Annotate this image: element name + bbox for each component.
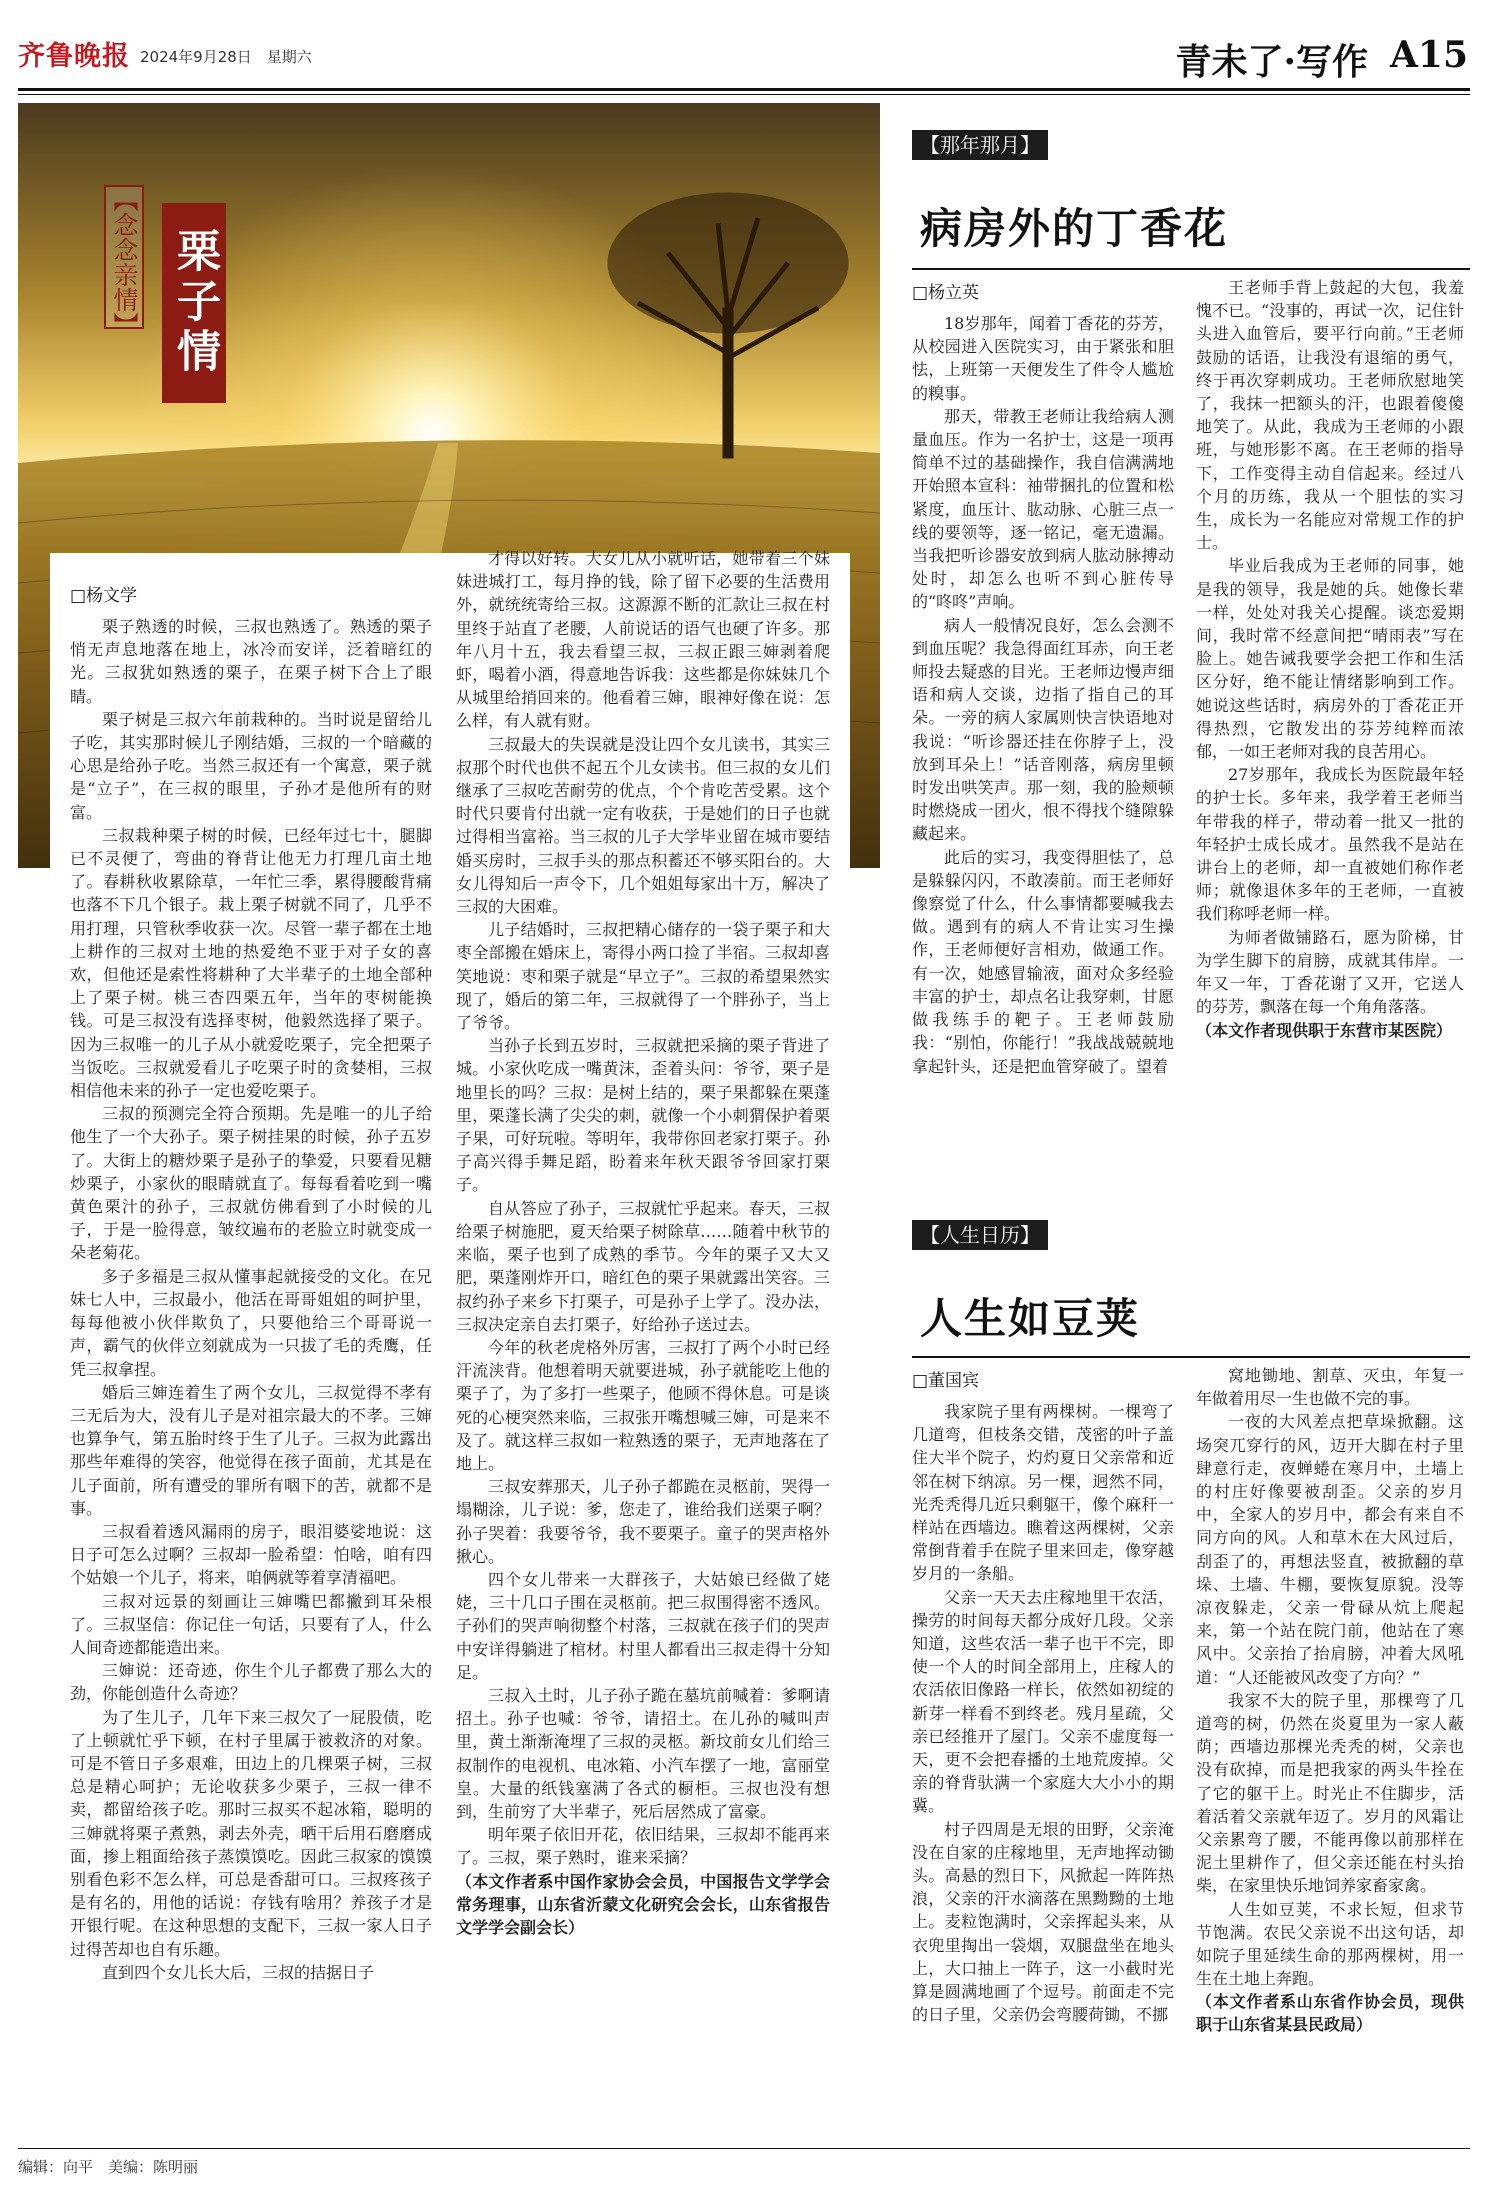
paragraph: 毕业后我成为王老师的同事，她是我的领导，我是她的兵。她像长辈一样，处处对我关心提醒。谈恋爱期间，我时常不经意间把“晴雨表”写在脸上。她告诫我要学会把工作和生活区分好，绝不能让情绪影响到工作。她说这些话时，病房外的丁香花正开得热烈，它散发出的芬芳纯粹而浓郁，一如王老师对我的良苦用心。 <box>1196 556 1464 762</box>
column-tag-2: 【那年那月】 <box>912 130 1048 160</box>
section-title: 青未了·写作 <box>1175 41 1368 83</box>
byline-3: □董国宾 <box>912 1371 980 1391</box>
feature-column-1 <box>70 615 432 1984</box>
author-note: （本文作者系山东省作协会员，现供职于山东省某县民政局） <box>1196 1992 1464 2035</box>
paragraph: 病人一般情况良好，怎么会测不到血压呢？我急得面红耳赤，向王老师投去疑惑的目光。王老师边慢声细语和病人交谈，边指了指自己的耳朵。一旁的病人家属则快言快语地对我说：“听诊器还挂在你脖子上，没放到耳朵上！”话音刚落，病房里顿时发出哄笑声。那一刻，我的脸颊顿时燃烧成一团火，恨不得找个缝隙躲藏起来。 <box>912 615 1174 844</box>
paragraph: 窝地锄地、割草、灭虫，年复一年做着用尽一生也做不完的事。 <box>1196 1366 1464 1409</box>
paragraph: 栗子树是三叔六年前栽种的。当时说是留给儿子吃，其实那时候儿子刚结婚，三叔的一个暗藏的心思是给孙子吃。当然三叔还有一个寓意，栗子就是“立子”，在三叔的眼里，子孙才是他所有的财富。 <box>70 709 432 822</box>
paragraph: 我家不大的院子里，那棵弯了几道弯的树，仍然在炎夏里为一家人蔽荫；西墙边那棵光秃秃的树，父亲也没有砍掉，而是把我家的两头牛拴在了它的躯干上。时光止不住脚步，活着活着父亲就年迈了。岁月的风霜让父亲累弯了腰，不能再像以前那样在泥土里耕作了，但父亲还能在村头抬柴，在家里快乐地饲养家畜家禽。 <box>1196 1690 1464 1896</box>
paragraph: 为师者做铺路石，愿为阶梯，甘为学生脚下的肩膀，成就其伟岸。一年又一年，丁香花谢了又开，它送人的芬芳，飘落在每一个角角落落。 <box>1196 927 1464 1017</box>
paragraph: 当孙子长到五岁时，三叔就把采摘的栗子背进了城。小家伙吃成一嘴黄沫，歪着头问：爷爷，栗子是地里长的吗？三叔：是树上结的，栗子果都躲在栗蓬里，栗蓬长满了尖尖的刺，就像一个小刺猬保护着栗子果，可好玩啦。等明年，我带你回老家打栗子。孙子高兴得手舞足蹈，盼着来年秋天跟爷爷回家打栗子。 <box>456 1036 830 1195</box>
author-note: （本文作者现供职于东营市某医院） <box>1196 1020 1453 1040</box>
paragraph: 此后的实习，我变得胆怯了，总是躲躲闪闪，不敢凑前。而王老师好像察觉了什么，什么事情都要喊我去做。遇到有的病人不肯让实习生操作，王老师便好言相劝，做通工作。有一次，她感冒输液，面对众多经验丰富的护士，却点名让我穿刺，甘愿做我练手的靶子。王老师鼓励我：“别怕，你能行！”我战战兢兢地拿起针头，还是把血管穿破了。望着 <box>912 847 1174 1076</box>
paragraph: 栗子熟透的时候，三叔也熟透了。熟透的栗子悄无声息地落在地上，冰冷而安详，泛着暗红的光。三叔犹如熟透的栗子，在栗子树下合上了眼睛。 <box>70 617 432 706</box>
title-rule-2 <box>912 268 1470 270</box>
paragraph: 27岁那年，我成长为医院最年轻的护士长。多年来，我学着王老师当年带我的样子，带动着一批又一批的年轻护士成长成才。虽然我不是站在讲台上的老师，却一直被她们称作老师；就像退休多年的王老师，一直被我们称呼老师一样。 <box>1196 765 1464 924</box>
paragraph: 才得以好转。大女儿从小就听话，她带着三个妹妹进城打工，每月挣的钱，除了留下必要的生活费用外，就统统寄给三叔。这源源不断的汇款让三叔在村里终于站直了老腰，人前说话的语气也硬了许多。那年八月十五，我去看望三叔，三叔正跟三婶剥着爬虾，喝着小酒，得意地告诉我：这些都是你妹妹几个从城里给捎回来的。他看着三婶，眼神好像在说：怎么样，有人就有财。 <box>456 549 830 731</box>
header-rule <box>18 88 1470 91</box>
feature-column-2 <box>456 547 830 1939</box>
paragraph: 婚后三婶连着生了两个女儿，三叔觉得不孝有三无后为大，没有儿子是对祖宗最大的不孝。三婶也算争气，第五胎时终于生了儿子。三叔为此露出那些年难得的笑容，他觉得在孩子面前，尤其是在儿子面前，所有遭受的罪所有咽下的苦，就都不是事。 <box>70 1382 432 1518</box>
paragraph: 三叔入土时，儿子孙子跪在墓坑前喊着：爹啊请招土。孙子也喊：爷爷，请招土。在儿孙的喊叫声里，黄土渐渐淹埋了三叔的灵柩。新坟前女儿们给三叔制作的电视机、电冰箱、小汽车摆了一地，富丽堂皇。大量的纸钱塞满了各式的橱柜。三叔也没有想到，生前穷了大半辈子，死后居然成了富豪。 <box>456 1685 830 1821</box>
issue-date: 2024年9月28日 星期六 <box>140 48 312 66</box>
byline-2: □杨立英 <box>912 283 980 303</box>
paragraph: 18岁那年，闻着丁香花的芬芳，从校园进入医院实习，由于紧张和胆怯，上班第一天便发生了件令人尴尬的糗事。 <box>912 314 1174 403</box>
paragraph: 三叔的预测完全符合预期。先是唯一的儿子给他生了一个大孙子。栗子树挂果的时候，孙子五岁了。大街上的糖炒栗子是孙子的挚爱，只要看见糖炒栗子，小家伙的眼睛就直了。每每看着吃到一嘴黄色栗汁的孙子，三叔就仿佛看到了小时候的儿子，于是一脸得意，皱纹遍布的老脸立时就变成一朵老菊花。 <box>70 1104 432 1263</box>
article-title-3: 人生如豆荚 <box>920 1294 1141 1343</box>
newspaper-logo: 齐鲁晚报 <box>18 41 130 72</box>
article2-column-1 <box>912 312 1174 1078</box>
paragraph: 父亲一天天去庄稼地里干农活，操劳的时间每天都分成好几段。父亲知道，这些农活一辈子也干不完，即使一个人的时间全部用上，庄稼人的农活依旧像路一样长，依然如初绽的新芽一样看不到终老。残月星疏，父亲已经推开了屋门。父亲不虚度每一天，更不会把春播的土地荒废掉。父亲的脊背驮满一个家庭大大小小的期冀。 <box>912 1587 1174 1816</box>
paragraph: 三叔最大的失误就是没让四个女儿读书，其实三叔那个时代也供不起五个儿女读书。但三叔的女儿们继承了三叔吃苦耐劳的优点，个个肯吃苦受累。这个时代只要肯付出就一定有收获，于是她们的日子也就过得相当富裕。当三叔的儿子大学毕业留在城市要结婚买房时，三叔手头的那点积蓄还不够买阳台的。大女儿得知后一声令下，几个姐姐每家出十万，解决了三叔的大困难。 <box>456 734 830 917</box>
paragraph: 自从答应了孙子，三叔就忙乎起来。春天，三叔给栗子树施肥，夏天给栗子树除草……随着中秋节的来临，栗子也到了成熟的季节。今年的栗子又大又肥，栗蓬刚炸开口，暗红色的栗子果就露出笑容。三叔约孙子来乡下打栗子，可是孙子上学了。没办法，三叔决定亲自去打栗子，好给孙子送过去。 <box>456 1198 830 1334</box>
article3-column-1 <box>912 1400 1174 2026</box>
footer-rule <box>18 2148 1470 2149</box>
editor-credits: 编辑：向平 美编：陈明丽 <box>18 2158 199 2176</box>
paragraph: 三叔栽种栗子树的时候，已经年过七十，腿脚已不灵便了，弯曲的脊背让他无力打理几亩土地了。春耕秋收累除草，一年忙三季，累得腰酸背痛也落不下几个银子。栽上栗子树就不同了，几乎不用打理，只管秋季收获一次。尽管一辈子都在土地上耕作的三叔对土地的热爱绝不亚于对子女的喜欢，但他还是索性将耕种了大半辈子的土地全部种上了栗子树。桃三杏四栗五年，当年的枣树能换钱。可是三叔没有选择枣树，他毅然选择了栗子。因为三叔唯一的儿子从小就爱吃栗子，完全把栗子当饭吃。三叔就爱看儿子吃栗子时的贪婪相，三叔相信他未来的孙子一定也爱吃栗子。 <box>70 825 432 1101</box>
article3-column-2 <box>1196 1364 1464 2036</box>
header-rule-thin <box>18 94 1470 95</box>
feature-article <box>50 549 850 2033</box>
article-title-2: 病房外的丁香花 <box>920 204 1229 253</box>
paragraph: 三叔对远景的刻画让三婶嘴巴都撇到耳朵根了。三叔坚信：你记住一句话，只要有了人，什么人间奇迹都能造出来。 <box>70 1591 432 1657</box>
paragraph: 三叔安葬那天，儿子孙子都跪在灵柩前，哭得一塌糊涂，儿子说：爹，您走了，谁给我们送栗子啊？孙子哭着：我要爷爷，我不要栗子。童子的哭声格外揪心。 <box>456 1477 830 1566</box>
paragraph: 村子四周是无垠的田野，父亲淹没在自家的庄稼地里，无声地挥动锄头。高悬的烈日下，风掀起一阵阵热浪，父亲的汗水滴落在黑黝黝的土地上。麦粒饱满时，父亲挥起头来，从衣兜里掏出一袋烟，双腿盘坐在地头上，大口抽上一阵子，这一小截时光算是圆满地画了个逗号。前面走不完的日子里，父亲仍会弯腰荷锄，不挪 <box>912 1819 1174 2025</box>
paragraph: 今年的秋老虎格外厉害，三叔打了两个小时已经汗流浃背。他想着明天就要进城，孙子就能吃上他的栗子了，为了多打一些栗子，他顾不得休息。可是谈死的心梗突然来临，三叔张开嘴想喊三婶，可是来不及了。就这样三叔如一粒熟透的栗子，无声地落在了地上。 <box>456 1337 830 1473</box>
paragraph: 三叔看着透风漏雨的房子，眼泪婆娑地说：这日子可怎么过啊？三叔却一脸希望：怕啥，咱有四个姑娘一个儿子，将来，咱俩就等着享清福吧。 <box>70 1521 432 1588</box>
column-tag: 【念念亲情】 <box>104 185 144 329</box>
page-number: A15 <box>1389 34 1468 76</box>
paragraph: 明年栗子依旧开花，依旧结果，三叔却不能再来了。三叔，栗子熟时，谁来采摘？ <box>456 1825 830 1868</box>
paragraph: 那天，带教王老师让我给病人测量血压。作为一名护士，这是一项再简单不过的基础操作，我自信满满地开始照本宣科：袖带捆扎的位置和松紧度，血压计、肱动脉、心脏三点一线的要领等，逐一铭记，毫无遗漏。当我把听诊器安放到病人肱动脉搏动处时，却怎么也听不到心脏传导的“咚咚”声响。 <box>912 406 1174 612</box>
author-note: （本文作者系中国作家协会会员，中国报告文学学会常务理事，山东省沂蒙文化研究会会长，山东省报告文学学会副会长） <box>456 1871 830 1937</box>
paragraph: 三婶说：还奇迹，你生个儿子都费了那么大的劲，你能创造什么奇迹？ <box>70 1661 432 1704</box>
byline: □杨文学 <box>70 586 138 606</box>
column-tag-3: 【人生日历】 <box>912 1220 1048 1250</box>
paragraph: 四个女儿带来一大群孩子，大姑娘已经做了姥姥，三十几口子围在灵柩前。把三叔围得密不透风。子孙们的哭声响彻整个村落，三叔就在孩子们的哭声中安详得躺进了棺材。村里人都看出三叔走得十分知足。 <box>456 1569 830 1682</box>
paragraph: 我家院子里有两棵树。一棵弯了几道弯，但枝条交错，茂密的叶子盖住大半个院子，灼灼夏日父亲常和近邻在树下纳凉。另一棵，迥然不同，光秃秃得几近只剩躯干，像个麻秆一样站在西墙边。瞧着这两棵树，父亲常倒背着手在院子里来回走，像穿越岁月的一条船。 <box>912 1402 1174 1584</box>
paragraph: 王老师手背上鼓起的大包，我羞愧不已。“没事的，再试一次，记住针头进入血管后，要平行向前。”王老师鼓励的话语，让我没有退缩的勇气，终于再次穿刺成功。王老师欣慰地笑了，我抹一把额头的汗，也跟着傻傻地笑了。从此，我成为王老师的小跟班，与她形影不离。在王老师的指导下，工作变得主动自信起来。经过八个月的历练，我从一个胆怯的实习生，成长为一名能应对常规工作的护士。 <box>1196 278 1464 553</box>
paragraph: 人生如豆荚，不求长短，但求节节饱满。农民父亲说不出这句话，却如院子里延续生命的那两棵树，用一生在土地上奔跑。 <box>1196 1899 1464 1989</box>
paragraph: 为了生儿子，几年下来三叔欠了一屁股债，吃了上顿就忙乎下顿，在村子里属于被救济的对象。可是不管日子多艰难，田边上的几棵栗子树，三叔总是精心呵护；无论收获多少栗子，三叔一律不卖，都留给孩子吃。那时三叔买不起冰箱，聪明的三婶就将栗子煮熟，剥去外壳，晒干后用石磨磨成面，掺上粗面给孩子蒸馍馍吃。因此三叔家的馍馍别看色彩不怎么样，可总是香甜可口。三叔疼孩子是有名的，用他的话说：存钱有啥用？养孩子才是开银行呢。在这种思想的支配下，三叔一家人日子过得苦却也自有乐趣。 <box>70 1707 432 1959</box>
paragraph: 儿子结婚时，三叔把精心储存的一袋子栗子和大枣全部搬在婚床上，寄得小两口捡了半宿。三叔却喜笑地说：枣和栗子就是“早立子”。三叔的希望果然实现了，婚后的第二年，三叔就得了一个胖孙子，当上了爷爷。 <box>456 920 830 1033</box>
paragraph: 一夜的大风差点把草垛掀翻。这场突兀穿行的风，迈开大脚在村子里肆意行走，夜蝉蜷在寒月中，土墙上的村庄好像要被刮歪。父亲的岁月中，全家人的岁月中，都会有来自不同方向的风。人和草木在大风过后，刮歪了的，再想法竖直，被掀翻的草垛、土墙、牛棚，要恢复原貌。没等凉夜躲走，父亲一骨碌从炕上爬起来，第一个站在院门前，他站在了寒风中。父亲抬了抬肩膀，冲着大风吼道：“人还能被风改变了方向？” <box>1196 1412 1464 1687</box>
title-rule-3 <box>912 1356 1470 1358</box>
article-title: 栗子情 <box>162 203 226 403</box>
article2-column-2 <box>1196 276 1464 1042</box>
paragraph: 直到四个女儿长大后，三叔的拮据日子 <box>102 1962 375 1982</box>
paragraph: 多子多福是三叔从懂事起就接受的文化。在兄妹七人中，三叔最小，他活在哥哥姐姐的呵护里，每每他被小伙伴欺负了，只要他给三个哥哥说一声，霸气的伙伴立刻就成为一只拔了毛的秃鹰，任凭三叔拿捏。 <box>70 1266 432 1379</box>
